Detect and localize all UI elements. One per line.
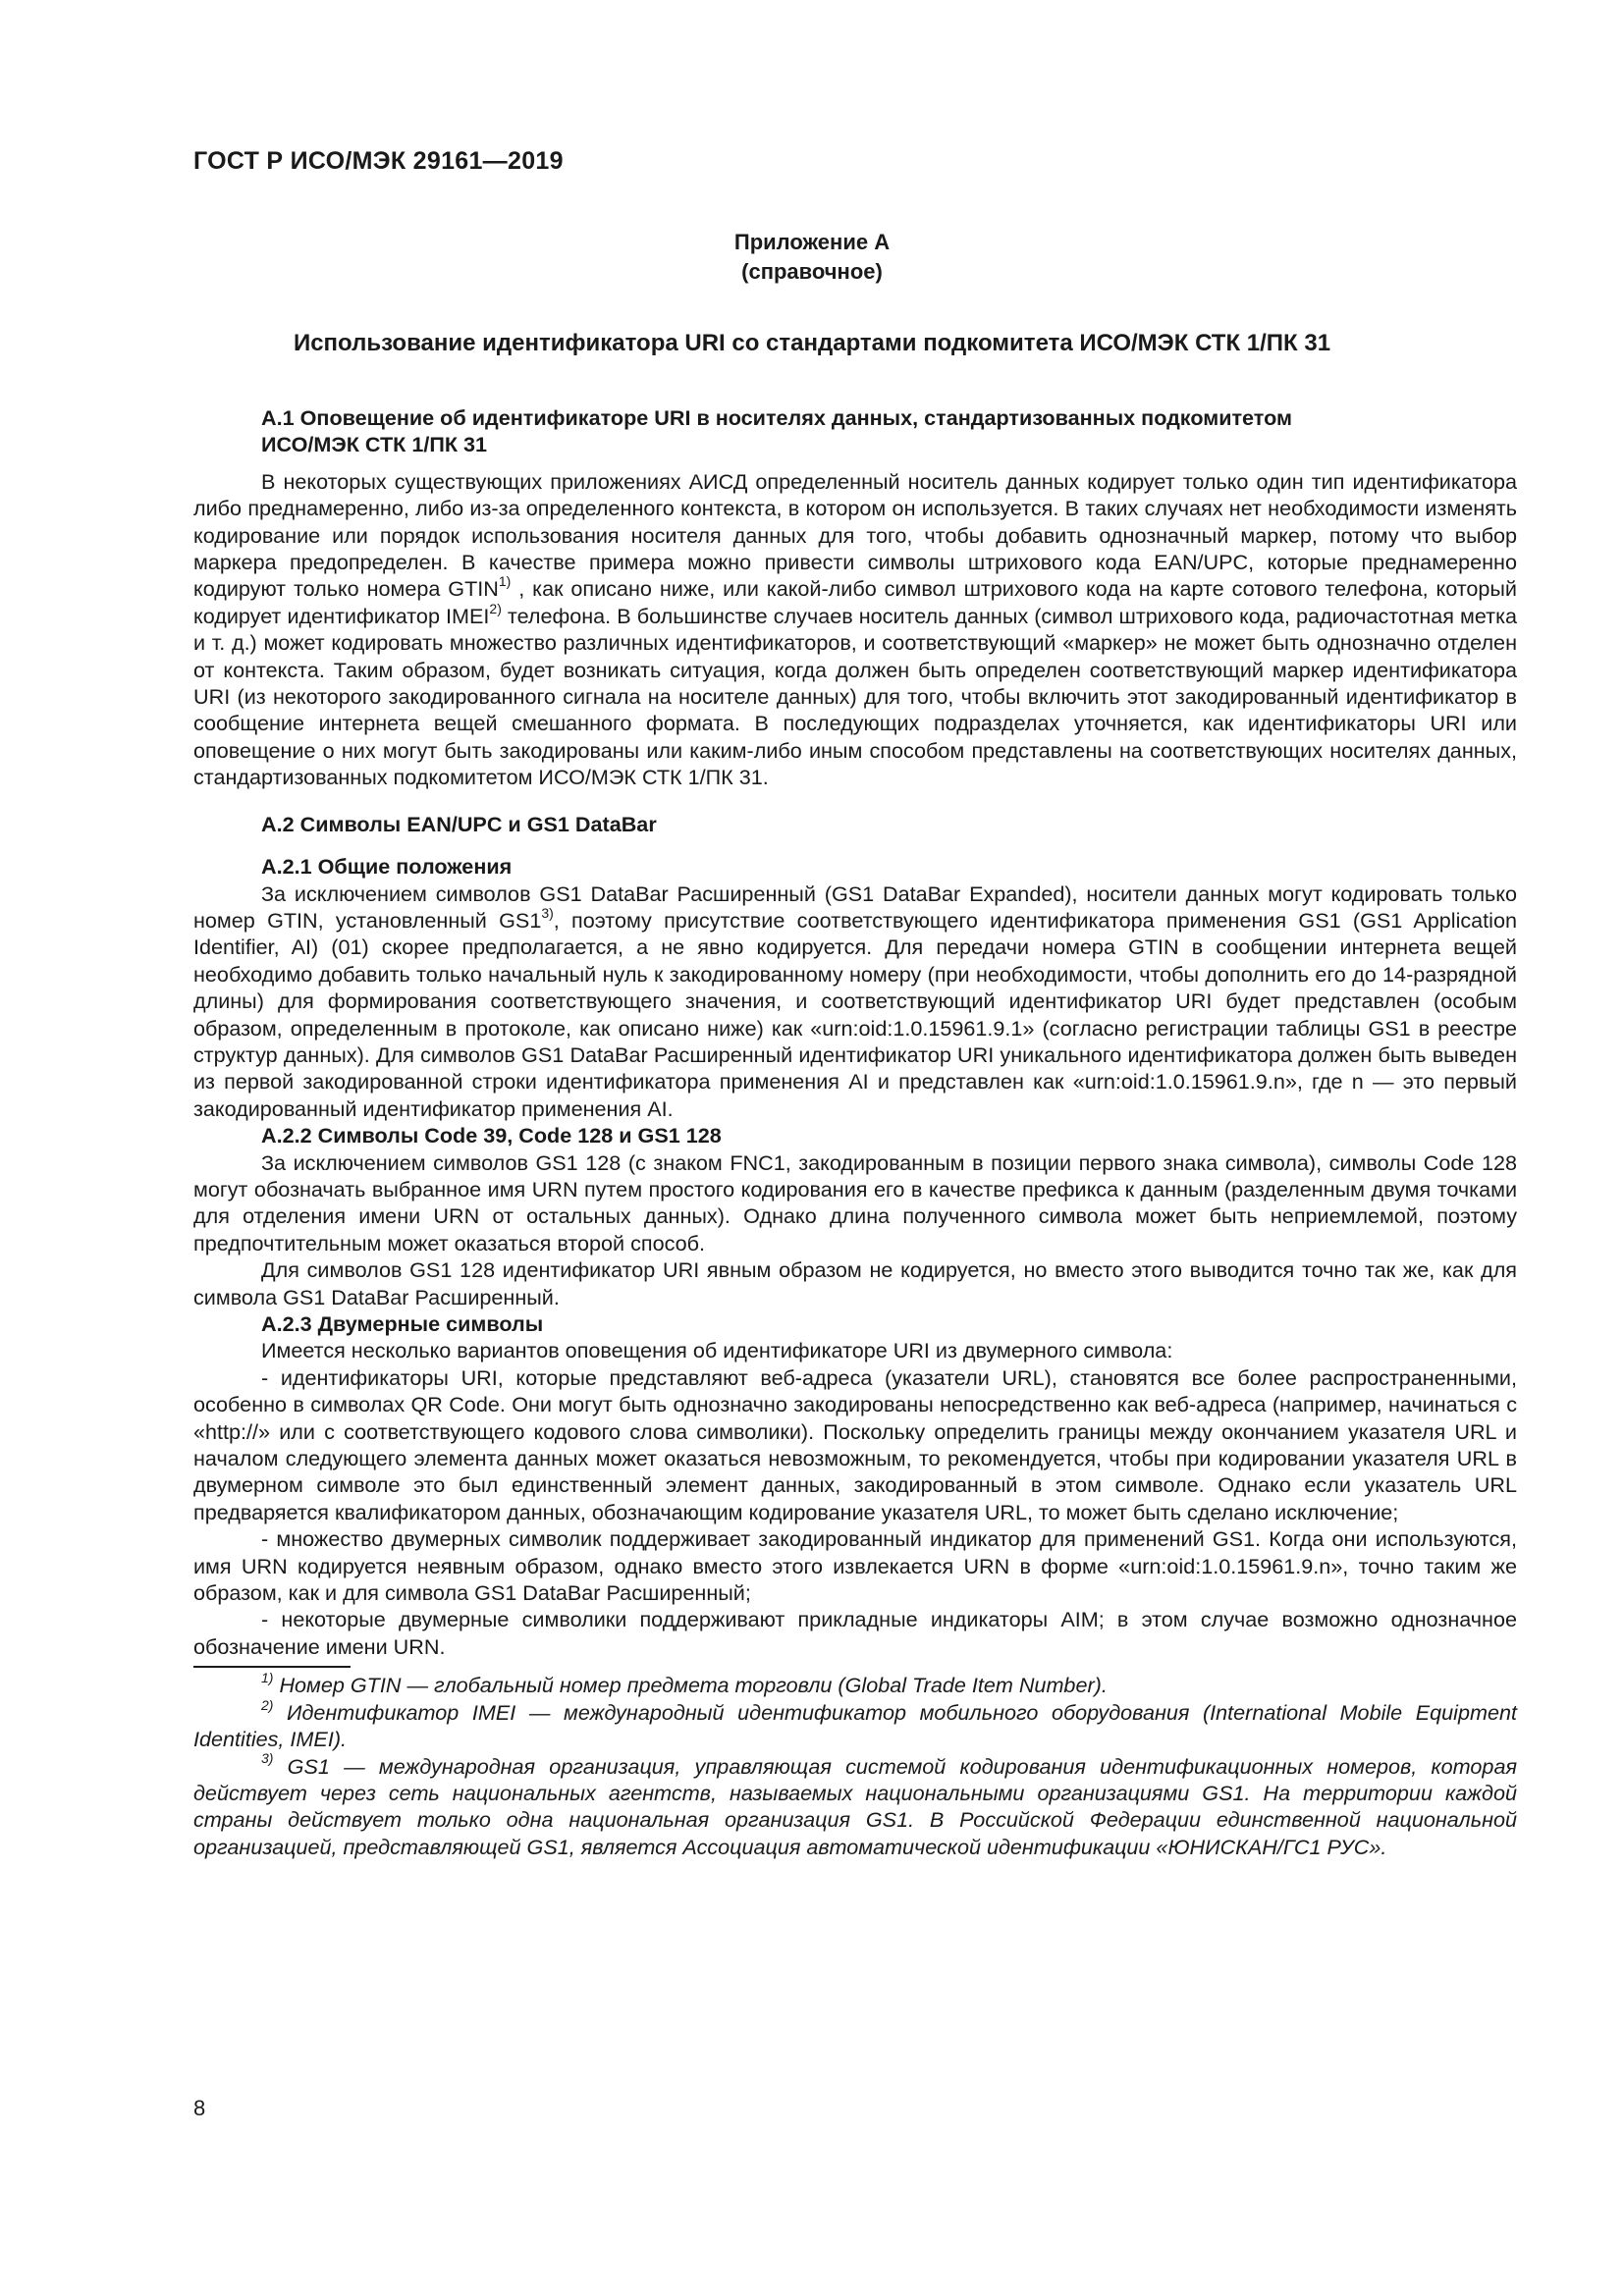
footnote-3	[193, 1750, 1517, 1861]
section-a23-item-3: - некоторые двумерные символики поддерживают прикладные индикаторы AIM; в этом случае возможно однозначное обозначение имени URN.	[193, 1607, 1517, 1659]
text-run: В некоторых существующих приложениях АИСД определенный носитель данных кодирует только один тип идентификатора либо преднамеренно, либо из-за определенного контекста, в котором он используется. В таких случаях нет необходимости изменять кодирование или порядок использования носителя данных для того, чтобы добавить однозначный маркер, потому что выбор маркера предопределен. В качестве примера можно привести символы штрихового кода EAN/UPC, которые преднамеренно кодируют только номера GTIN	[193, 468, 1517, 602]
footnotes	[193, 1672, 1517, 1860]
annex-title: Использование идентификатора URI со стандартами подкомитета ИСО/МЭК СТК 1/ПК 31	[293, 330, 1331, 356]
footnote-1	[193, 1672, 1517, 1698]
section-a2-heading: А.2 Символы EAN/UPC и GS1 DataBar	[261, 811, 657, 836]
section-a21-heading: А.2.1 Общие положения	[261, 854, 513, 880]
footnote-separator	[193, 1666, 351, 1668]
section-a22-heading: А.2.2 Символы Code 39, Code 128 и GS1 128	[261, 1123, 722, 1148]
text-run: телефона. В большинстве случаев носитель данных (символ штрихового кода, радиочастотная метка и т. д.) может кодировать множество различных идентификаторов, и соответствующий «маркер» не может быть однозначно отделен от контекста. Таким образом, будет возникать ситуация, когда должен быть определен соответствующий маркер идентификатора URI (из некоторого закодированного сигнала на носителе данных) для того, чтобы включить этот закодированный идентификатор в сообщение интернета вещей смешанного формата. В последующих подразделах уточняется, как идентификаторы URI или оповещение о них могут быть закодированы или каким-либо иным способом представлены на соответствующих носителях данных, стандартизованных подкомитетом ИСО/МЭК СТК 1/ПК 31.	[193, 603, 1517, 790]
text-run: , поэтому присутствие соответствующего идентификатора применения GS1 (GS1 Application Identifier, AI) (01) скорее предполагается, а не явно кодируется. Для передачи номера GTIN в сообщении интернета вещей необходимо добавить только начальный нуль к закодированному номеру (при необходимости, чтобы дополнить его до 14-разрядной длины) для формирования соответствующего значения, и соответствующий идентификатор URI будет представлен (особым образом, определенным в протоколе, как описано ниже) как «urn:oid:1.0.15961.9.1» (согласно регистрации таблицы GS1 в реестре структур данных). Для символов GS1 DataBar Расширенный идентификатор URI уникального идентификатора должен быть выведен из первой закодированной строки идентификатора применения AI и представлен как «urn:oid:1.0.15961.9.n», где n — это первый закодированный идентификатор применения AI.	[193, 907, 1517, 1121]
section-a21-paragraph	[193, 881, 1517, 1123]
main-content	[193, 404, 1517, 1860]
footnote-ref: 3)	[541, 904, 554, 921]
page-number: 8	[193, 2096, 206, 2120]
section-a22-paragraph-2: Для символов GS1 128 идентификатор URI явным образом не кодируется, но вместо этого выводится точно так же, как для символа GS1 DataBar Расширенный.	[193, 1257, 1517, 1309]
footnote-ref: 1)	[498, 573, 512, 590]
footnote-mark: 1)	[261, 1670, 274, 1686]
document-header: ГОСТ Р ИСО/МЭК 29161—2019	[193, 147, 564, 175]
section-a23-item-2: - множество двумерных символик поддерживает закодированный индикатор для применений GS1. Когда они используются, имя URN кодируется неявным образом, однако вместо этого извлекается URN в форме «urn:oid:1.0.15961.9.n», точно таким же образом, как и для символа GS1 DataBar Расширенный;	[193, 1526, 1517, 1606]
section-a1-heading	[193, 404, 1517, 458]
section-a22-paragraph-1: За исключением символов GS1 128 (с знаком FNC1, закодированным в позиции первого знака символа), символы Code 128 могут обозначать выбранное имя URN путем простого кодирования его в качестве префикса к данным (разделенным двумя точками для отделения имени URN от остальных данных). Однако длина полученного символа может быть неприемлемой, поэтому предпочтительным может оказаться второй способ.	[193, 1149, 1517, 1255]
footnote-mark: 3)	[261, 1750, 274, 1767]
section-a1-heading-line1: А.1 Оповещение об идентификаторе URI в носителях данных, стандартизованных подкомитетом	[261, 405, 1292, 430]
annex-type: (справочное)	[741, 259, 883, 284]
text-run: , как описано ниже, или какой-либо символ штрихового кода на карте сотового телефона, который кодирует идентификатор IMEI	[193, 576, 1517, 628]
footnote-ref: 2)	[489, 600, 502, 616]
annex-label: Приложение А	[733, 230, 891, 254]
section-a1-paragraph	[193, 468, 1517, 791]
footnote-2	[193, 1696, 1517, 1753]
section-a1-heading-line2: ИСО/МЭК СТК 1/ПК 31	[261, 432, 488, 457]
footnote-text: Идентификатор IMEI — международный идентификатор мобильного оборудования (International Mobile Equipment Identities, IMEI).	[193, 1699, 1517, 1752]
annex-heading	[0, 228, 1624, 287]
section-a23-intro: Имеется несколько вариантов оповещения об идентификаторе URI из двумерного символа:	[261, 1338, 1173, 1363]
footnote-text: GS1 — международная организация, управляющая системой кодирования идентификационных номеров, которая действует через сеть национальных агентств, называемых национальными организациями GS1. На территории каждой страны действует только одна национальная организация GS1. В Российской Федерации единственной национальной организацией, представляющей GS1, является Ассоциация автоматической идентификации «ЮНИСКАН/ГС1 РУС».	[193, 1753, 1517, 1859]
section-a23-heading: А.2.3 Двумерные символы	[261, 1311, 544, 1336]
footnote-mark: 2)	[261, 1696, 274, 1713]
text-run: За исключением символов GS1 DataBar Расширенный (GS1 DataBar Expanded), носители данных могут кодировать только номер GTIN, установленный GS1	[193, 881, 1517, 933]
section-a23-item-1: - идентификаторы URI, которые представляют веб-адреса (указатели URL), становятся все более распространенными, особенно в символах QR Code. Они могут быть однозначно закодированы непосредственно как веб-адреса (например, начинаться с «http://» или с соответствующего кодового слова символики). Поскольку определить границы между окончанием указателя URL и началом следующего элемента данных может оказаться невозможным, то рекомендуется, чтобы при кодировании указателя URL в двумерном символе это был единственный элемент данных, закодированный в этом символе. Однако если указатель URL предваряется квалификатором данных, обозначающим кодирование указателя URL, то может быть сделано исключение;	[193, 1364, 1517, 1524]
footnote-text: Номер GTIN — глобальный номер предмета торговли (Global Trade Item Number).	[273, 1673, 1108, 1698]
